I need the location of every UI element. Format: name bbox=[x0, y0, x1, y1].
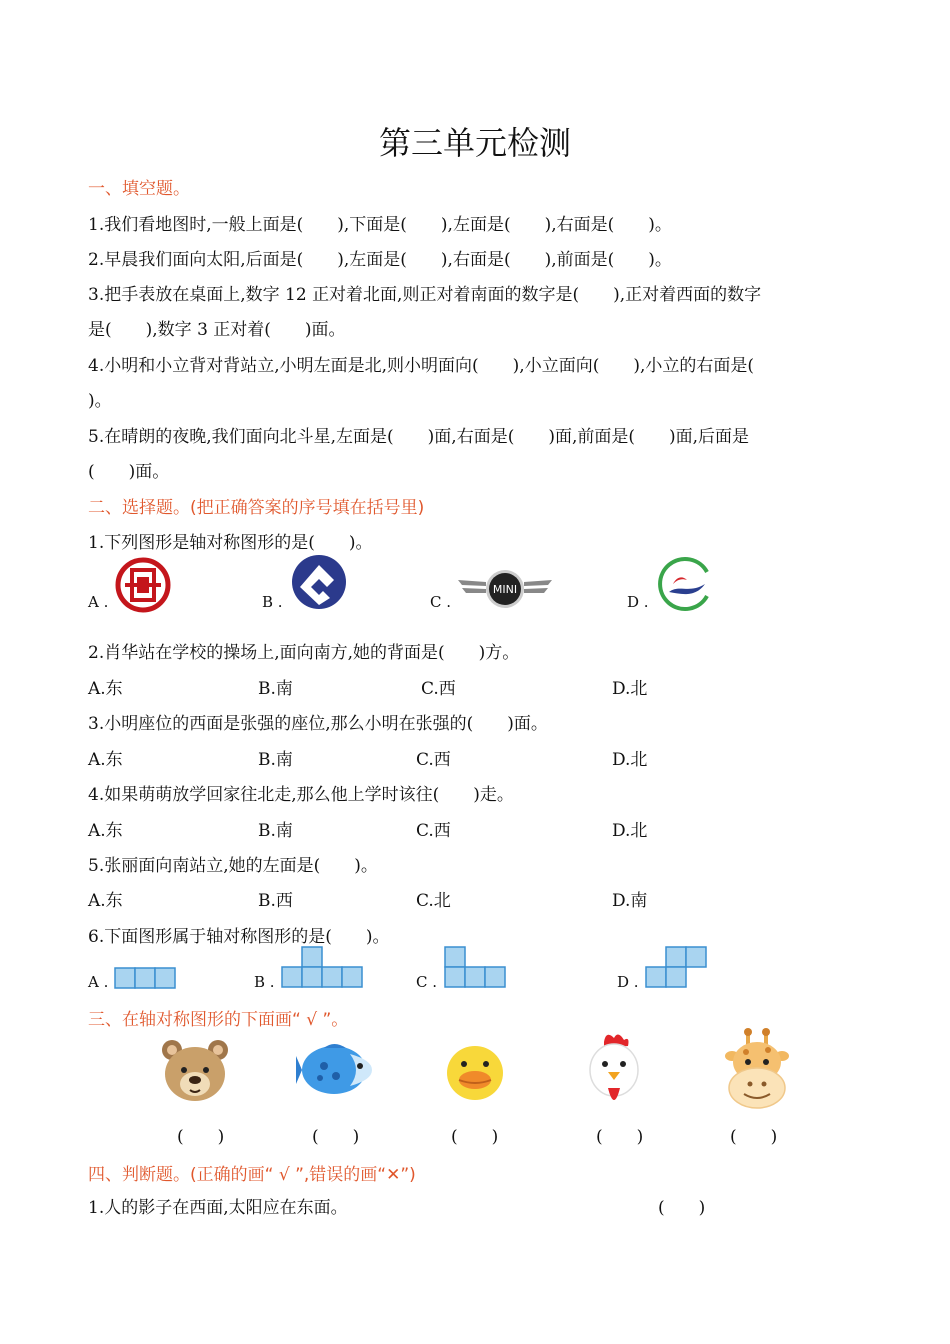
q4-option-d: D.北 bbox=[612, 821, 648, 841]
q3-option-c: C.西 bbox=[416, 750, 451, 770]
q6-option-c-label: C . bbox=[416, 973, 438, 991]
grid-shape-d-icon bbox=[645, 946, 709, 989]
fish-icon bbox=[296, 1040, 378, 1100]
q2-option-b: B.南 bbox=[258, 679, 293, 699]
answer-paren-chick[interactable]: ( ) bbox=[451, 1127, 499, 1147]
answer-paren-bear[interactable]: ( ) bbox=[177, 1127, 225, 1147]
page-title: 第三单元检测 bbox=[378, 124, 571, 162]
bear-face-icon bbox=[160, 1038, 230, 1104]
q5-option-b: B.西 bbox=[258, 891, 293, 911]
question-2-5: 5.张丽面向南站立,她的左面是( )。 bbox=[88, 856, 378, 876]
ccb-logo-icon bbox=[290, 553, 348, 611]
q3-option-a: A.东 bbox=[88, 750, 123, 770]
section-heading-fill-blank: 一、填空题。 bbox=[88, 179, 190, 199]
q4-option-b: B.南 bbox=[258, 821, 293, 841]
answer-paren-giraffe[interactable]: ( ) bbox=[730, 1127, 778, 1147]
answer-paren-rooster[interactable]: ( ) bbox=[596, 1127, 644, 1147]
answer-paren-fish[interactable]: ( ) bbox=[312, 1127, 360, 1147]
q5-option-d: D.南 bbox=[612, 891, 648, 911]
q6-option-b-label: B . bbox=[254, 973, 275, 991]
question-1-5b: ( )面。 bbox=[88, 462, 170, 482]
answer-paren-judge-1[interactable]: ( ) bbox=[658, 1198, 706, 1218]
question-1-1: 1.我们看地图时,一般上面是( ),下面是( ),左面是( ),右面是( )。 bbox=[88, 215, 672, 235]
question-4-1: 1.人的影子在西面,太阳应在东面。 bbox=[88, 1198, 348, 1218]
q5-option-a: A.东 bbox=[88, 891, 123, 911]
question-1-4b: )。 bbox=[88, 391, 112, 411]
mini-logo-text: MINI bbox=[492, 583, 518, 596]
q2-option-a: A.东 bbox=[88, 679, 123, 699]
option-d-label: D . bbox=[627, 593, 649, 611]
chick-icon bbox=[444, 1042, 506, 1102]
question-1-5a: 5.在晴朗的夜晚,我们面向北斗星,左面是( )面,右面是( )面,前面是( )面,后面是 bbox=[88, 427, 750, 447]
icbc-logo-icon bbox=[114, 556, 172, 614]
q6-option-a-label: A . bbox=[88, 973, 109, 991]
q3-option-d: D.北 bbox=[612, 750, 648, 770]
q6-option-d-label: D . bbox=[617, 973, 639, 991]
question-2-6: 6.下面图形属于轴对称图形的是( )。 bbox=[88, 927, 390, 947]
grid-shape-c-icon bbox=[444, 946, 506, 989]
rooster-icon bbox=[586, 1030, 642, 1112]
question-1-4a: 4.小明和小立背对背站立,小明左面是北,则小明面向( ),小立面向( ),小立的右面是( bbox=[88, 356, 754, 376]
q4-option-a: A.东 bbox=[88, 821, 123, 841]
q5-option-c: C.北 bbox=[416, 891, 451, 911]
q2-option-d: D.北 bbox=[612, 679, 648, 699]
q2-option-c: C.西 bbox=[421, 679, 456, 699]
question-2-3: 3.小明座位的西面是张强的座位,那么小明在张强的( )面。 bbox=[88, 714, 548, 734]
option-c-label: C . bbox=[430, 593, 452, 611]
mini-logo-icon bbox=[456, 568, 554, 610]
giraffe-icon bbox=[724, 1028, 790, 1112]
section-heading-choice: 二、选择题。(把正确答案的序号填在括号里) bbox=[88, 498, 425, 518]
option-a-label: A . bbox=[88, 593, 109, 611]
question-2-4: 4.如果萌萌放学回家往北走,那么他上学时该往( )走。 bbox=[88, 785, 514, 805]
q3-option-b: B.南 bbox=[258, 750, 293, 770]
q4-option-c: C.西 bbox=[416, 821, 451, 841]
swoosh-logo-icon bbox=[655, 554, 715, 612]
section-heading-symmetry: 三、在轴对称图形的下面画“ √ ”。 bbox=[88, 1010, 349, 1030]
section-heading-judge: 四、判断题。(正确的画“ √ ”,错误的画“✕”) bbox=[88, 1165, 416, 1185]
grid-shape-a-icon bbox=[114, 967, 176, 989]
question-2-1: 1.下列图形是轴对称图形的是( )。 bbox=[88, 533, 373, 553]
question-1-3a: 3.把手表放在桌面上,数字 12 正对着北面,则正对着南面的数字是( ),正对着西面的数字 bbox=[88, 285, 762, 305]
option-b-label: B . bbox=[262, 593, 283, 611]
grid-shape-b-icon bbox=[281, 946, 363, 989]
question-1-3b: 是( ),数字 3 正对着( )面。 bbox=[88, 320, 346, 340]
question-1-2: 2.早晨我们面向太阳,后面是( ),左面是( ),右面是( ),前面是( )。 bbox=[88, 250, 672, 270]
question-2-2: 2.肖华站在学校的操场上,面向南方,她的背面是( )方。 bbox=[88, 643, 520, 663]
